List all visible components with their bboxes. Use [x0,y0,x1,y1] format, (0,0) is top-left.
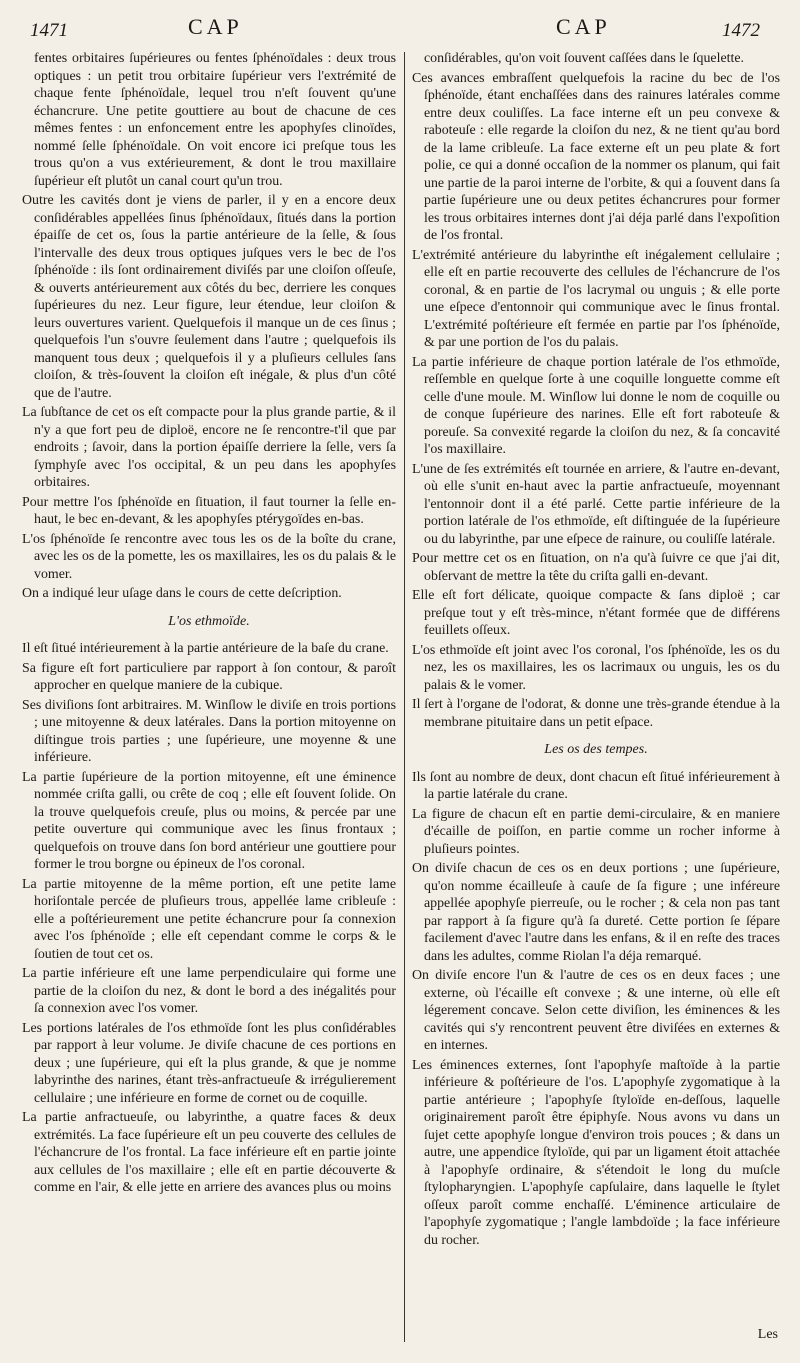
paragraph: La ſubſtance de cet os eſt compacte pour la plus grande partie, & il n'y a que fort peu de diploë, encore ne ſe rencontre-t'il que par endroits ; ſavoir, dans la portion épaiſſe derriere la ſelle, vers ſa ſymphyſe avec l'os occipital, & un peu dans les apophyſes orbitaires. [22,405,396,490]
paragraph: Elle eſt fort délicate, quoique compacte & ſans diploë ; car preſque tout y eſt très-mince, n'étant formée que de différens feuillets oſſeux. [412,588,780,638]
paragraph: Outre les cavités dont je viens de parler, il y en a encore deux conſidérables appellées ſinus ſphénoïdaux, ſitués dans la portion épaiſſe de cet os, ſous la partie antérieure de la ſelle, & ſous l'intervalle des deux trous optiques juſques vers le bec de l'os ſphénoïde : ils ſont ordinairement diviſés par une cloiſon oſſeuſe, & ouverts antérieurement aux côtés du bec, derriere les conques ſupérieures du nez. Leur figure, leur étendue, leur cloiſon & leurs ouvertures varient. Quelquefois il manque un de ces ſinus ; quelquefois l'un s'ouvre ſeulement dans l'autre ; quelquefois ils manquent tous deux ; quelquefois il y a pluſieurs cellules ſans cloiſon, & très-ſouvent la cloiſon eſt inégale, & plus d'un côté que de l'autre. [22,193,396,401]
column-divider [404,52,405,1342]
paragraph: L'une de ſes extrémités eſt tournée en arriere, & l'autre en-devant, où elle s'unit en-haut avec la partie anfractueuſe, moyennant l'entonnoir dont il a été parlé. Cette partie inférieure de la portion latérale de l'os ethmoïde, eſt diſtinguée de la ſupérieure ou du labyrinthe, par une eſpece de rainure, ou couliſſe latérale. [412,461,780,547]
left-page-number: 1471 [30,20,68,41]
catchword: Les [757,1327,778,1342]
paragraph: Ils ſont au nombre de deux, dont chacun eſt ſitué inférieurement à la partie latérale du crane. [412,769,780,802]
paragraph: Ces avances embraſſent quelquefois la racine du bec de l'os ſphénoïde, étant enchaſſées dans des rainures latérales comme entre deux couliſſes. La face interne eſt un peu convexe & raboteuſe : elle regarde la cloiſon du nez, & ne tient qu'au bord de la lame cribleuſe. La face externe eſt un peu plate & fort polie, ce qui a donné occaſion de la nommer os planum, qui fait une partie de la paroi interne de l'orbite, & qui a ſouvent dans ſa partie ſupérieure une ou deux petites échancrures pour former les trous orbitaires internes dont j'ai déja parlé dans l'expoſition de l'os frontal. [412,70,780,243]
section-title: L'os ethmoïde. [168,613,250,629]
paragraph: Pour mettre cet os en ſituation, on n'a qu'à ſuivre ce que j'ai dit, obſervant de mettre la tête du criſta galli en-devant. [412,551,780,584]
paragraph: Les éminences externes, ſont l'apophyſe maſtoïde à la partie inférieure & poſtérieure de l'os. L'apophyſe zygomatique à la partie antérieure ; l'apophyſe ſtyloïde en-deſſous, laquelle originairement paroît être épiphyſe. Nous avons vu dans un ſujet cette apophyſe longue d'environ trois pouces ; & dans un autre, une appendice ſtyloïde, qui par un ligament étoit attachée à l'apophyſe ordinaire, & s'étendoit le long du muſcle ſtylopharyngien. L'apophyſe capſulaire, dans laquelle le ſtylet oſſeux paroît comme enchaſſé. L'éminence articulaire de l'apophyſe zygomatique ; l'angle lambdoïde ; la face inférieure du rocher. [412,1057,780,1248]
paragraph: La partie ſupérieure de la portion mitoyenne, eſt une éminence nommée criſta galli, ou crête de coq ; elle eſt ſouvent ſolide. On la trouve quelquefois creuſe, plus ou moins, & percée par une petite ouverture qui communique avec les ſinus frontaux ; quelquefois on trouve dans ſon bord antérieur une gouttiere pour former le trou borgne ou épineux de l'os coronal. [22,769,396,872]
left-running-head: CAP [188,14,243,39]
paragraph: Il eſt ſitué intérieurement à la partie antérieure de la baſe du crane. [22,641,389,656]
paragraph: conſidérables, qu'on voit ſouvent caſſées dans le ſquelette. [424,51,744,66]
paragraph: Les portions latérales de l'os ethmoïde ſont les plus conſidérables par rapport à leur volume. Je diviſe chacune de ces portions en deux ; une ſupérieure, qui eſt la plus grande, & que je nomme labyrinthe des narines, étant très-anfractueuſe & irrégulierement cellulaire ; une inférieure en forme de cornet ou de coquille. [22,1020,396,1106]
left-column [22,50,396,1199]
right-column [412,50,780,1251]
paragraph: On diviſe chacun de ces os en deux portions ; une ſupérieure, qu'on nomme écailleuſe à cauſe de ſa figure ; une inféreure appellée apophyſe pierreuſe, ou le rocher ; & cela non pas tant par rapport à ſa figure qu'à ſa dureté. Cette portion ſe ſépare facilement d'avec l'autre dans les enfans, & il en reſte des traces dans les adultes, comme Riolan l'a déja remarqué. [412,861,780,964]
paragraph: On a indiqué leur uſage dans le cours de cette deſcription. [22,586,342,601]
paragraph: La partie anfractueuſe, ou labyrinthe, a quatre faces & deux extrémités. La face ſupérieure eſt un peu couverte des cellules de l'échancrure de l'os frontal. La face inférieure eſt en partie jointe aux cellules de l'os maxillaire ; elle eſt en partie découverte & comme en l'air, & elle jette en arriere des avances plus ou moins [22,1110,396,1195]
paragraph: fentes orbitaires ſupérieures ou fentes ſphénoïdales : deux trous optiques : un petit trou orbitaire ſupérieur vers l'extrémité de chaque fente ſphénoïdale, lequel trou n'eſt ſouvent qu'une échancrure. Une petite gouttiere au bout de chacune de ces mêmes fentes : un enfoncement entre les apophyſes clinoïdes, nommé ſelle ſphénoïdale. On voit encore ici preſque tous les trous qu'on a vus extérieurement, & dont le trou maxillaire ſupérieur eſt plutôt un canal court qu'un trou. [34,51,396,189]
section-title: Les os des tempes. [544,742,648,757]
paragraph: On diviſe encore l'un & l'autre de ces os en deux faces ; une externe, où l'écaille eſt convexe ; & une interne, où elle eſt légerement concave. Selon cette diviſion, les éminences & les cavités qui s'y rencontrent peuvent être diviſées en externes & en internes. [412,968,780,1053]
right-running-head: CAP [556,14,611,39]
paragraph: Pour mettre l'os ſphénoïde en ſituation, il faut tourner la ſelle en-haut, le bec en-devant, & les apophyſes ptérygoïdes en-bas. [22,494,396,527]
paragraph: La partie mitoyenne de la même portion, eſt une petite lame horiſontale percée de pluſieurs trous, appellée lame cribleuſe : elle a poſtérieurement une petite échancrure pour ſa connexion avec l'os ſphénoïde ; elle eſt cependant comme le corps & le ſoutien de tout cet os. [22,876,396,962]
paragraph: La partie inférieure de chaque portion latérale de l'os ethmoïde, reſſemble en quelque ſorte à une coquille longuette comme eſt celle d'une moule. M. Winſlow lui donne le nom de coquille ou de conque ſupérieure des narines. Elle eſt fort raboteuſe & poreuſe. Sa convexité regarde la cloiſon du nez, & ſa concavité l'os maxillaire. [412,354,780,457]
paragraph: La partie inférieure eſt une lame perpendiculaire qui forme une partie de la cloiſon du nez, & dont le bord a des inégalités pour ſa connexion avec l'os vomer. [22,966,396,1016]
paragraph: Sa figure eſt fort particuliere par rapport à ſon contour, & paroît approcher en quelque maniere de la cubique. [22,660,396,693]
paragraph: L'os ſphénoïde ſe rencontre avec tous les os de la boîte du crane, avec les os de la pomette, les os maxillaires, les os du palais & le vomer. [22,531,396,582]
paragraph: La figure de chacun eſt en partie demi-circulaire, & en maniere d'écaille de poiſſon, en partie comme un rocher informe à pluſieurs pointes. [412,806,780,857]
right-page-number: 1472 [722,20,760,41]
paragraph: Il ſert à l'organe de l'odorat, & donne une très-grande étendue à la membrane pituitaire dans un petit eſpace. [412,697,780,730]
paragraph: L'os ethmoïde eſt joint avec l'os coronal, l'os ſphénoïde, les os du nez, les os maxillaires, les os lacrimaux ou unguis, les os du palais & le vomer. [412,642,780,693]
paragraph: L'extrémité antérieure du labyrinthe eſt inégalement cellulaire ; elle eſt en partie recouverte des cellules de l'échancrure de l'os coronal, & en partie de l'os lacrymal ou unguis ; & elle porte une eſpece d'entonnoir qui communique avec le ſinus frontal. L'extrémité poſtérieure eſt fermée en partie par l'os ſphénoïde, & par une portion de l'os du palais. [412,247,780,350]
paragraph: Ses diviſions ſont arbitraires. M. Winſlow le diviſe en trois portions ; une mitoyenne & deux latérales. Dans la portion mitoyenne on diſtingue trois parties ; une ſupérieure, une moyenne & une inférieure. [22,697,396,765]
